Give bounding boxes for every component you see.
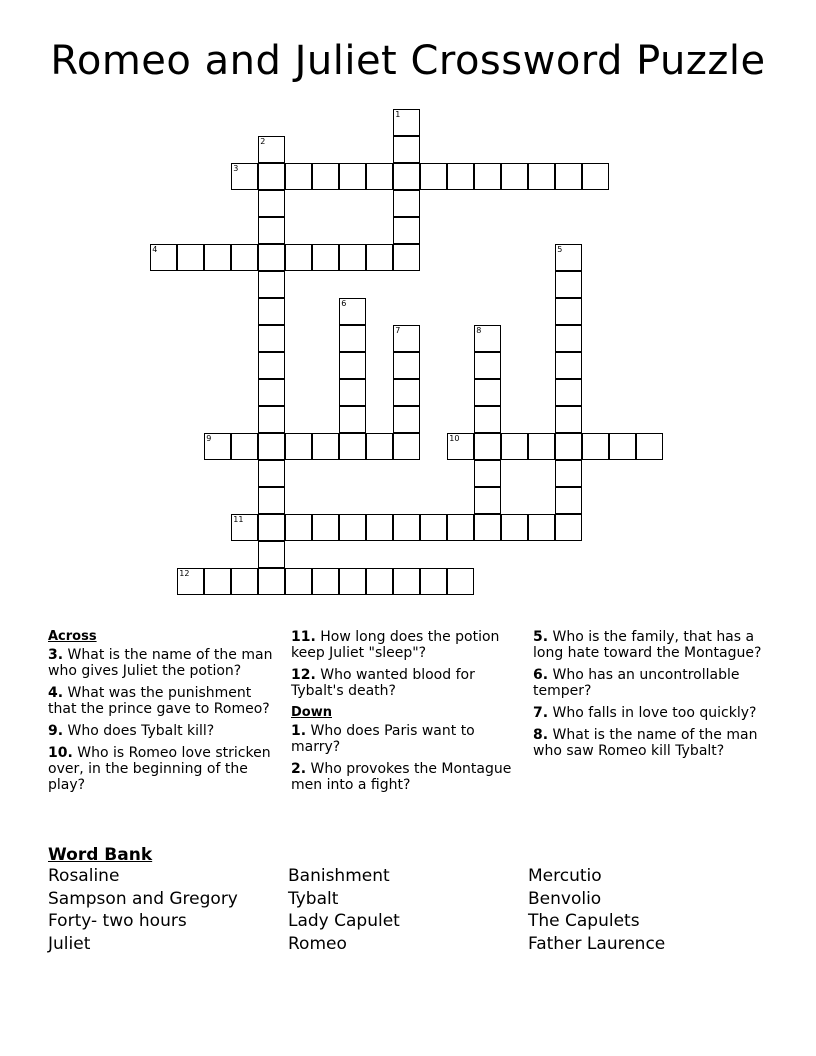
grid-cell[interactable]: [258, 325, 285, 352]
grid-cell[interactable]: [555, 352, 582, 379]
word-bank-item: Rosaline: [48, 866, 120, 886]
grid-cell[interactable]: [393, 244, 420, 271]
grid-cell[interactable]: [474, 487, 501, 514]
cell-number: 6: [341, 299, 347, 309]
grid-cell[interactable]: [258, 298, 285, 325]
word-bank-item: Sampson and Gregory: [48, 888, 238, 909]
word-bank-item: Romeo: [288, 933, 347, 954]
word-bank-item: Tybalt: [288, 888, 339, 909]
grid-cell[interactable]: [204, 433, 231, 460]
grid-cell[interactable]: [339, 568, 366, 595]
clue-down-1: 1. Who does Paris want to marry?: [291, 723, 475, 755]
word-bank-item: The Capulets: [528, 911, 640, 931]
clue-across-11: 11. How long does the potion keep Juliet "sleep"?: [291, 629, 500, 661]
clue-across-10: 10. Who is Romeo love stricken over, in the beginning of the play?: [48, 745, 271, 793]
grid-cell[interactable]: [258, 379, 285, 406]
grid-cell[interactable]: [177, 568, 204, 595]
grid-cell[interactable]: [393, 190, 420, 217]
grid-cell[interactable]: [555, 298, 582, 325]
grid-cell[interactable]: [474, 460, 501, 487]
cell-number: 12: [179, 569, 190, 579]
word-bank-item: Forty- two hours: [48, 911, 187, 931]
cell-number: 8: [476, 326, 482, 336]
grid-cell[interactable]: [339, 298, 366, 325]
grid-cell[interactable]: [231, 568, 258, 595]
grid-cell[interactable]: [258, 244, 285, 271]
grid-cell[interactable]: [258, 460, 285, 487]
grid-cell[interactable]: [393, 514, 420, 541]
grid-cell[interactable]: [528, 163, 555, 190]
clues-column-3: [533, 629, 773, 765]
word-bank-heading: Word Bank: [48, 845, 153, 865]
cell-number: 11: [233, 515, 244, 525]
grid-cell[interactable]: [312, 244, 339, 271]
grid-cell[interactable]: [582, 163, 609, 190]
grid-cell[interactable]: [501, 433, 528, 460]
word-bank-list: [48, 865, 768, 955]
grid-cell[interactable]: [339, 406, 366, 433]
grid-cell[interactable]: [393, 217, 420, 244]
grid-cell[interactable]: [393, 406, 420, 433]
grid-cell[interactable]: [555, 514, 582, 541]
cell-number: 10: [449, 434, 460, 444]
clue-down-8: 8. What is the name of the man who saw Romeo kill Tybalt?: [533, 727, 758, 759]
grid-cell[interactable]: [447, 514, 474, 541]
grid-cell[interactable]: [339, 352, 366, 379]
grid-cell[interactable]: [258, 217, 285, 244]
cell-number: 3: [233, 164, 239, 174]
grid-cell[interactable]: [339, 514, 366, 541]
down-heading: Down: [291, 705, 332, 720]
clue-down-5: 5. Who is the family, that has a long hate toward the Montague?: [533, 629, 762, 661]
grid-cell[interactable]: [339, 244, 366, 271]
grid-cell[interactable]: [231, 433, 258, 460]
grid-cell[interactable]: [285, 433, 312, 460]
grid-cell[interactable]: [258, 352, 285, 379]
grid-cell[interactable]: [420, 568, 447, 595]
grid-cell[interactable]: [474, 379, 501, 406]
word-bank-item: Banishment: [288, 866, 390, 886]
clue-down-6: 6. Who has an uncontrollable temper?: [533, 667, 740, 699]
grid-cell[interactable]: [393, 163, 420, 190]
grid-cell[interactable]: [285, 244, 312, 271]
grid-cell[interactable]: [609, 433, 636, 460]
clue-across-9: 9. Who does Tybalt kill?: [48, 723, 215, 739]
grid-cell[interactable]: [258, 568, 285, 595]
clues-column-2: [291, 629, 527, 799]
grid-cell[interactable]: [420, 163, 447, 190]
grid-cell[interactable]: [474, 406, 501, 433]
grid-cell[interactable]: [555, 379, 582, 406]
cell-number: 1: [395, 110, 401, 120]
grid-cell[interactable]: [555, 271, 582, 298]
grid-cell[interactable]: [285, 568, 312, 595]
grid-cell[interactable]: [231, 244, 258, 271]
word-bank: [48, 845, 768, 955]
clue-down-7: 7. Who falls in love too quickly?: [533, 705, 757, 721]
grid-cell[interactable]: [339, 325, 366, 352]
word-bank-item: Mercutio: [528, 866, 602, 886]
cell-number: 9: [206, 434, 212, 444]
grid-cell[interactable]: [312, 433, 339, 460]
grid-cell[interactable]: [447, 433, 474, 460]
grid-cell[interactable]: [447, 568, 474, 595]
grid-cell[interactable]: [501, 163, 528, 190]
grid-cell[interactable]: [204, 568, 231, 595]
grid-cell[interactable]: [393, 352, 420, 379]
grid-cell[interactable]: [258, 136, 285, 163]
grid-cell[interactable]: [420, 514, 447, 541]
clue-across-12: 12. Who wanted blood for Tybalt's death?: [291, 667, 475, 699]
grid-cell[interactable]: [582, 433, 609, 460]
grid-cell[interactable]: [258, 406, 285, 433]
grid-cell[interactable]: [393, 109, 420, 136]
grid-cell[interactable]: [339, 433, 366, 460]
grid-cell[interactable]: [339, 379, 366, 406]
grid-cell[interactable]: [258, 271, 285, 298]
clue-across-3: 3. What is the name of the man who gives Juliet the potion?: [48, 647, 273, 679]
word-bank-item: Father Laurence: [528, 933, 666, 954]
cell-number: 5: [557, 245, 563, 255]
grid-cell[interactable]: [555, 325, 582, 352]
grid-cell[interactable]: [474, 514, 501, 541]
grid-cell[interactable]: [366, 433, 393, 460]
grid-cell[interactable]: [636, 433, 663, 460]
grid-cell[interactable]: [150, 244, 177, 271]
grid-cell[interactable]: [285, 163, 312, 190]
grid-cell[interactable]: [474, 433, 501, 460]
grid-cell[interactable]: [555, 433, 582, 460]
cell-number: 7: [395, 326, 401, 336]
grid-cell[interactable]: [204, 244, 231, 271]
cell-number: 4: [152, 245, 158, 255]
grid-cell[interactable]: [231, 163, 258, 190]
grid-cell[interactable]: [339, 163, 366, 190]
grid-cell[interactable]: [285, 514, 312, 541]
grid-cell[interactable]: [177, 244, 204, 271]
grid-cell[interactable]: [258, 433, 285, 460]
grid-cell[interactable]: [258, 163, 285, 190]
word-bank-item: Lady Capulet: [288, 911, 400, 931]
clue-across-4: 4. What was the punishment that the prince gave to Romeo?: [48, 685, 270, 717]
grid-cell[interactable]: [258, 190, 285, 217]
grid-cell[interactable]: [393, 568, 420, 595]
clues-column-1: [48, 629, 284, 799]
grid-cell[interactable]: [231, 514, 258, 541]
grid-cell[interactable]: [501, 514, 528, 541]
across-heading: Across: [48, 629, 97, 644]
grid-cell[interactable]: [366, 163, 393, 190]
grid-cell[interactable]: [474, 352, 501, 379]
clue-down-2: 2. Who provokes the Montague men into a fight?: [291, 761, 512, 793]
grid-cell[interactable]: [366, 244, 393, 271]
grid-cell[interactable]: [474, 325, 501, 352]
grid-cell[interactable]: [393, 379, 420, 406]
grid-cell[interactable]: [312, 163, 339, 190]
grid-cell[interactable]: [555, 460, 582, 487]
word-bank-item: Benvolio: [528, 888, 602, 909]
grid-cell[interactable]: [366, 514, 393, 541]
grid-cell[interactable]: [528, 433, 555, 460]
grid-cell[interactable]: [474, 163, 501, 190]
page-title: Romeo and Juliet Crossword Puzzle: [50, 38, 766, 84]
grid-cell[interactable]: [393, 136, 420, 163]
grid-cell[interactable]: [393, 325, 420, 352]
grid-cell[interactable]: [528, 514, 555, 541]
grid-cell[interactable]: [555, 244, 582, 271]
grid-cell[interactable]: [393, 433, 420, 460]
grid-cell[interactable]: [447, 163, 474, 190]
grid-cell[interactable]: [312, 514, 339, 541]
grid-cell[interactable]: [555, 487, 582, 514]
grid-cell[interactable]: [258, 541, 285, 568]
grid-cell[interactable]: [258, 514, 285, 541]
grid-cell[interactable]: [312, 568, 339, 595]
grid-cell[interactable]: [555, 163, 582, 190]
grid-cell[interactable]: [366, 568, 393, 595]
word-bank-item: Juliet: [48, 933, 91, 954]
grid-cell[interactable]: [555, 406, 582, 433]
cell-number: 2: [260, 137, 266, 147]
grid-cell[interactable]: [258, 487, 285, 514]
